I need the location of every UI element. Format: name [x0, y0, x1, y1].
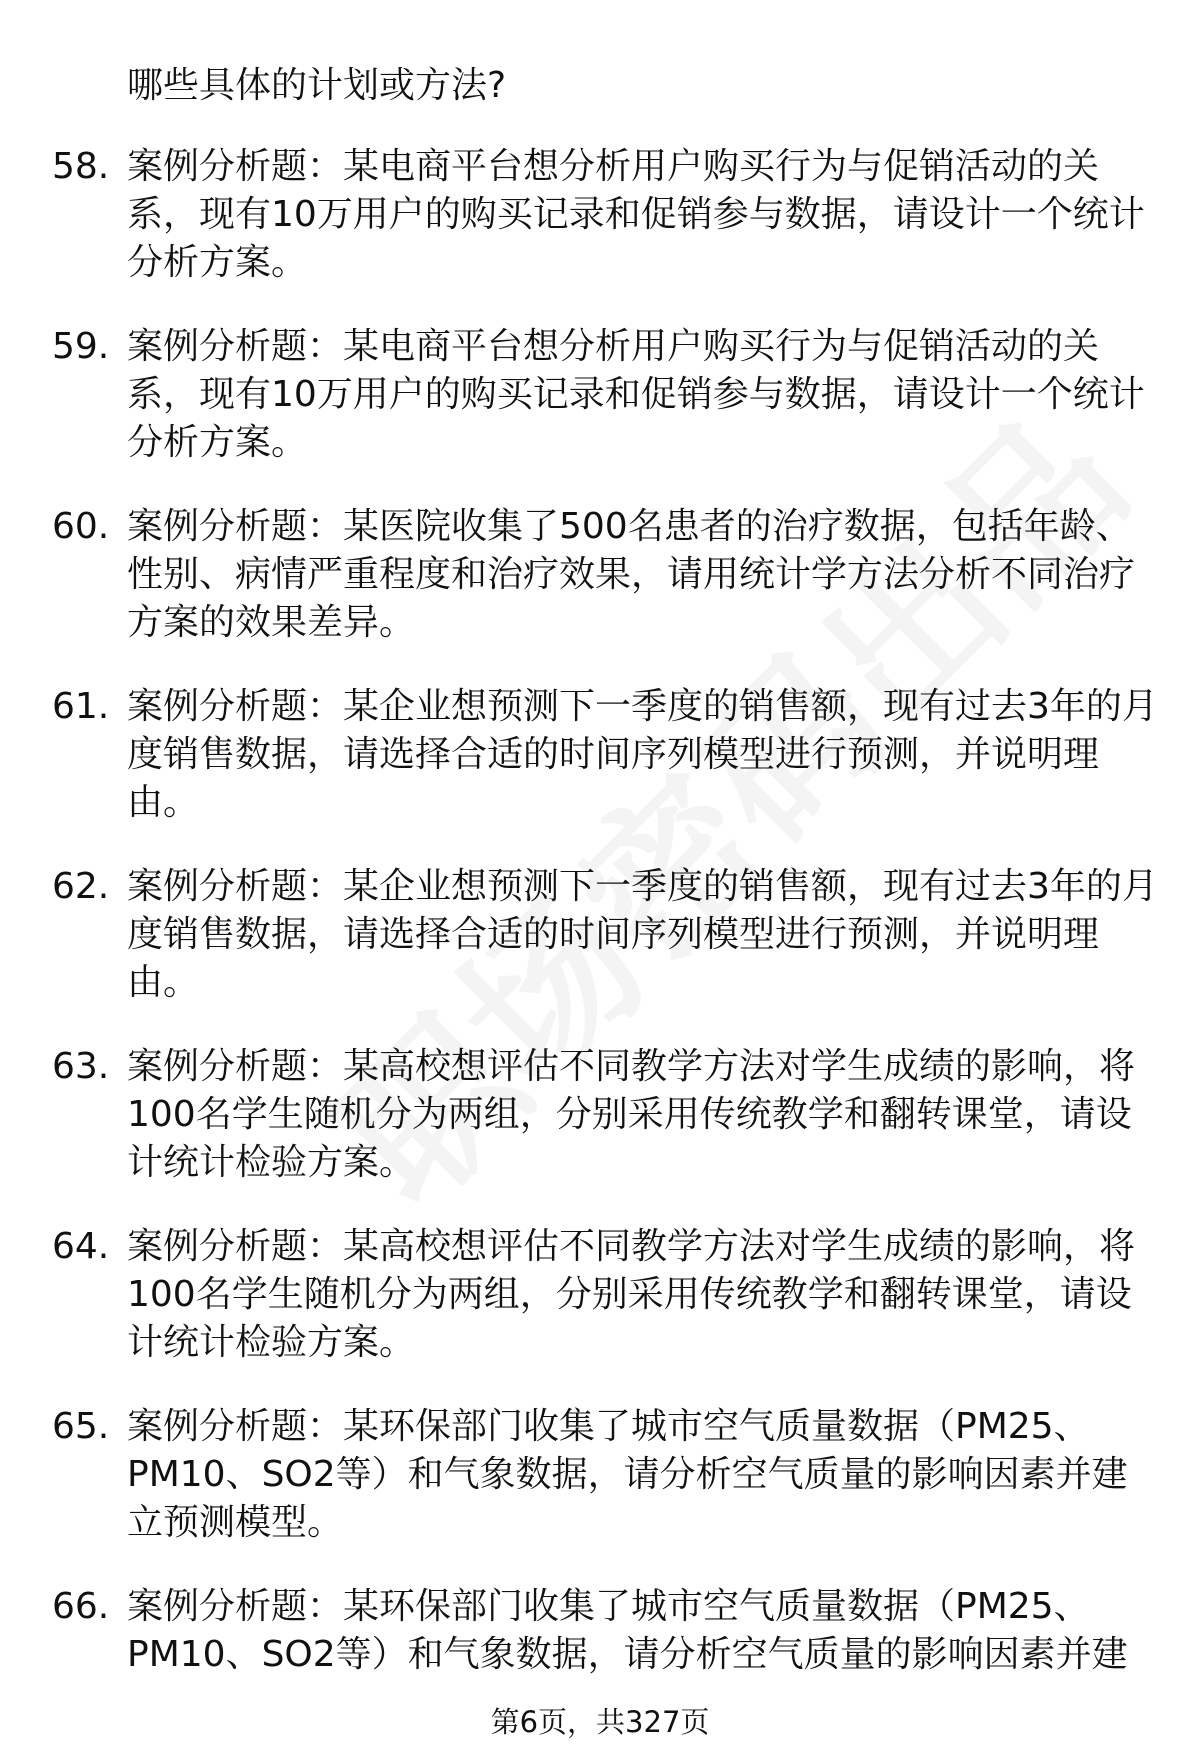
- question-line: 系，现有10万用户的购买记录和促销参与数据，请设计一个统计: [127, 374, 1145, 415]
- question-number: 61.: [52, 686, 110, 727]
- question-item: [0, 863, 1200, 1007]
- continued-question-text: 哪些具体的计划或方法?: [127, 65, 507, 106]
- question-number: 63.: [52, 1046, 110, 1087]
- question-list: [0, 143, 1200, 1763]
- question-item: [0, 143, 1200, 287]
- question-line: 方案的效果差异。: [127, 602, 416, 643]
- question-line: PM10、SO2等）和气象数据，请分析空气质量的影响因素并建: [127, 1454, 1128, 1495]
- question-line: 案例分析题：某企业想预测下一季度的销售额，现有过去3年的月: [127, 866, 1158, 907]
- question-line: 系，现有10万用户的购买记录和促销参与数据，请设计一个统计: [127, 194, 1145, 235]
- question-line: 案例分析题：某环保部门收集了城市空气质量数据（PM25、: [127, 1406, 1090, 1447]
- question-item: [0, 683, 1200, 827]
- question-line: 案例分析题：某企业想预测下一季度的销售额，现有过去3年的月: [127, 686, 1158, 727]
- question-line: 分析方案。: [127, 242, 308, 283]
- question-line: 度销售数据，请选择合适的时间序列模型进行预测，并说明理: [127, 914, 1100, 955]
- question-number: 59.: [52, 326, 110, 367]
- question-line: 100名学生随机分为两组，分别采用传统教学和翻转课堂，请设: [127, 1274, 1132, 1315]
- question-item: [0, 1403, 1200, 1547]
- question-line: 性别、病情严重程度和治疗效果，请用统计学方法分析不同治疗: [127, 554, 1136, 595]
- question-line: 计统计检验方案。: [127, 1142, 416, 1183]
- question-line: 100名学生随机分为两组，分别采用传统教学和翻转课堂，请设: [127, 1094, 1132, 1135]
- question-line: 案例分析题：某医院收集了500名患者的治疗数据，包括年龄、: [127, 506, 1132, 547]
- question-line: PM10、SO2等）和气象数据，请分析空气质量的影响因素并建: [127, 1634, 1128, 1675]
- page-number-footer: 第6页，共327页: [490, 1705, 710, 1739]
- question-item: [0, 1223, 1200, 1367]
- question-number: 62.: [52, 866, 110, 907]
- question-line: 由。: [127, 782, 200, 823]
- question-line: 案例分析题：某电商平台想分析用户购买行为与促销活动的关: [127, 146, 1100, 187]
- question-line: 由。: [127, 962, 200, 1003]
- question-line: 立预测模型。: [127, 1502, 344, 1543]
- question-number: 60.: [52, 506, 110, 547]
- question-line: 案例分析题：某高校想评估不同教学方法对学生成绩的影响，将: [127, 1046, 1136, 1087]
- question-line: 案例分析题：某高校想评估不同教学方法对学生成绩的影响，将: [127, 1226, 1136, 1267]
- question-item: [0, 323, 1200, 467]
- question-number: 65.: [52, 1406, 110, 1447]
- question-item: [0, 1043, 1200, 1187]
- question-item: [0, 503, 1200, 647]
- question-number: 58.: [52, 146, 110, 187]
- question-line: 案例分析题：某环保部门收集了城市空气质量数据（PM25、: [127, 1586, 1090, 1627]
- question-number: 66.: [52, 1586, 110, 1627]
- question-number: 64.: [52, 1226, 110, 1267]
- question-line: 分析方案。: [127, 422, 308, 463]
- question-line: 计统计检验方案。: [127, 1322, 416, 1363]
- question-line: 度销售数据，请选择合适的时间序列模型进行预测，并说明理: [127, 734, 1100, 775]
- question-line: 案例分析题：某电商平台想分析用户购买行为与促销活动的关: [127, 326, 1100, 367]
